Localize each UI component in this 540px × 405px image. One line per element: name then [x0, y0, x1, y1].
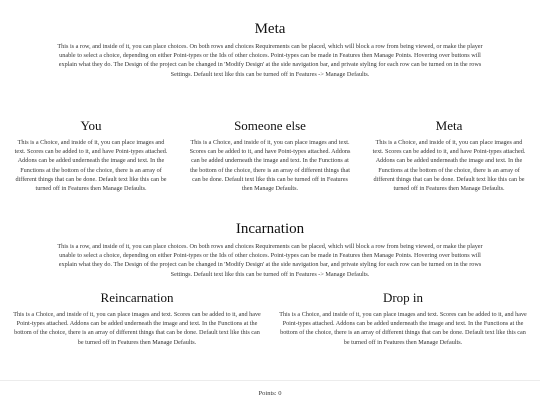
choice-description: This is a Choice, and inside of it, you can place images and text. Scores can be added to it, and have Point-types attached. Addons can be added underneath the image and text. In the Functions at the bottom of the choice, there is an array of different things that can be done. Default text like this can be turned off in Features then Manage Defaults. — [279, 311, 527, 346]
choice-drop-in[interactable] — [278, 290, 528, 347]
row-title: Meta — [254, 21, 286, 37]
row-meta — [0, 20, 540, 79]
choice-reincarnation[interactable] — [12, 290, 262, 347]
choice-title: Reincarnation — [100, 290, 174, 305]
choice-someone-else[interactable] — [189, 118, 351, 193]
row-title: Incarnation — [235, 221, 305, 237]
choice-you[interactable] — [12, 118, 170, 193]
row-description: This is a row, and inside of it, you can place choices. On both rows and choices Requirements can be placed, which will block a row from being viewed, or make the player unable to select a choice, depending on either Point-types or the Ids of other choices. Point-types can be made in Features then Manage Points. Hovering over buttons will explain what they do. The Design of the project can be changed in 'Modify Design' at the side navigation bar, and private styling for each row can be turned on in the rows Settings. Default text like this can be turned off in Features -> Manage Defaults. — [57, 243, 483, 278]
points-bar — [0, 380, 540, 405]
row-meta-choices — [12, 118, 528, 193]
choice-title: Drop in — [382, 290, 424, 305]
row-incarnation-choices — [12, 290, 528, 347]
points-counter: Points: 0 — [258, 389, 282, 397]
row-description: This is a row, and inside of it, you can place choices. On both rows and choices Requirements can be placed, which will block a row from being viewed, or make the player unable to select a choice, depending on either Point-types or the Ids of other choices. Point-types can be made in Features then Manage Points. Hovering over buttons will explain what they do. The Design of the project can be changed in 'Modify Design' at the side navigation bar, and private styling for each row can be turned on in the rows Settings. Default text like this can be turned off in Features -> Manage Defaults. — [57, 43, 483, 78]
row-incarnation — [0, 220, 540, 279]
choice-title: Someone else — [234, 118, 306, 133]
choice-description: This is a Choice, and inside of it, you can place images and text. Scores can be added to it, and have Point-types attached. Addons can be added underneath the image and text. In the Functions at the bottom of the choice, there is an array of different things that can be done. Default text like this can be turned off in Features then Manage Defaults. — [13, 311, 261, 346]
choice-title: Meta — [435, 118, 463, 133]
choice-title: You — [80, 118, 102, 133]
choice-meta[interactable] — [370, 118, 528, 193]
choice-description: This is a Choice, and inside of it, you can place images and text. Scores can be added to it, and have Point-types attached. Addons can be added underneath the image and text. In the Functions at the bottom of the choice, there is an array of different things that can be done. Default text like this can be turned off in Features then Manage Defaults. — [189, 139, 351, 193]
choice-description: This is a Choice, and inside of it, you can place images and text. Scores can be added to it, and have Point-types attached. Addons can be added underneath the image and text. In the Functions at the bottom of the choice, there is an array of different things that can be done. Default text like this can be turned off in Features then Manage Defaults. — [372, 139, 526, 193]
choice-description: This is a Choice, and inside of it, you can place images and text. Scores can be added to it, and have Point-types attached. Addons can be added underneath the image and text. In the Functions at the bottom of the choice, there is an array of different things that can be done. Default text like this can be turned off in Features then Manage Defaults. — [14, 139, 168, 193]
